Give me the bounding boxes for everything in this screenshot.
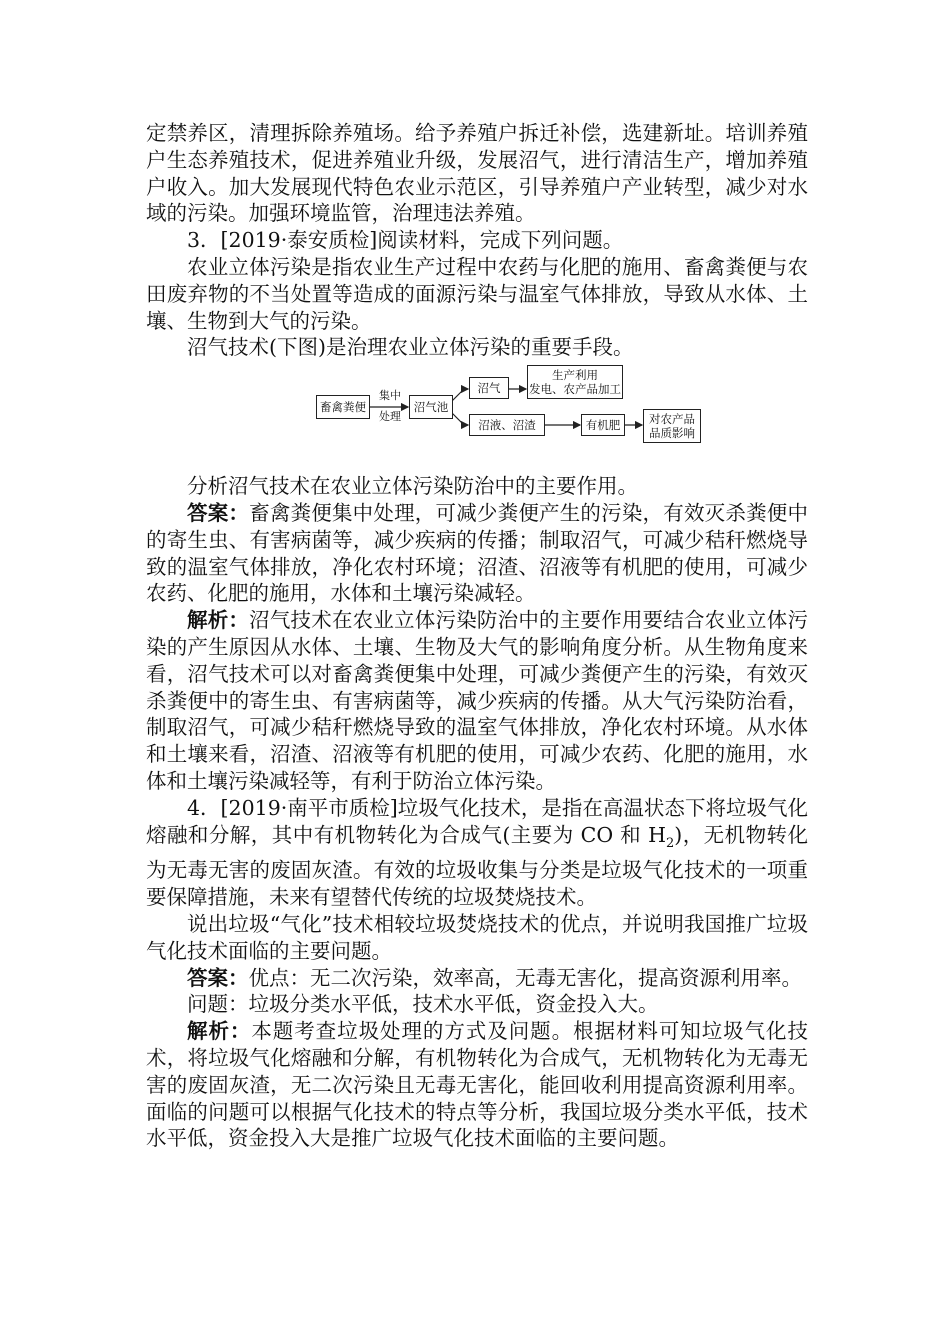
quality-effect-box [643, 409, 701, 443]
biogas-flow-diagram [146, 361, 808, 473]
answer-label: 答案： [187, 500, 250, 525]
quality-effect-line1: 对农产品 [649, 412, 695, 427]
q4-answer-2: 问题：垃圾分类水平低，技术水平低，资金投入大。 [187, 992, 659, 1017]
q4-analysis-text: 本题考查垃圾处理的方式及问题。根据材料可知垃圾气化技术，将垃圾气化熔融和分解，有机物转化为合成气，无机物转化为无毒无害的废固灰渣，无二次污染且无毒无害化，能回收利用提高资源利用率。面临的问题可以根据气化技术的特点等分析，我国垃圾分类水平低，技术水平低，资金投入大是推广垃圾气化技术面临的主要问题。 [146, 1019, 809, 1151]
q3-analysis [146, 607, 808, 795]
fertilizer-box: 有机肥 [581, 414, 625, 436]
collect-label: 集中 [379, 389, 401, 403]
quality-effect-line2: 品质影响 [649, 426, 695, 441]
q3-question: 分析沼气技术在农业立体污染防治中的主要作用。 [187, 474, 638, 499]
production-use-line1: 生产利用 [552, 368, 598, 383]
production-use-line2: 发电、农产品加工 [529, 382, 621, 397]
q3-analysis-text: 沼气技术在农业立体污染防治中的主要作用要结合农业立体污染的产生原因从水体、土壤、生物及大气的影响角度分析。从生物角度来看，沼气技术可以对畜禽粪便集中处理，可减少粪便产生的污染，有效灭杀粪便中的寄生虫、有害病菌等，减少疾病的传播。从大气污染防治看，制取沼气，可减少秸秆燃烧导致的温室气体排放，净化农村环境。从水体和土壤来看，沼渣、沼液等有机肥的使用，可减少农药、化肥的施用，水体和土壤污染减轻等，有利于防治立体污染。 [146, 608, 809, 793]
q4-title [146, 795, 808, 911]
q4-title-text: 4．[2019·南平市质检]垃圾气化技术，是指在高温状态下将垃圾气化熔融和分解，其中有机物转化为合成气(主要为 CO 和 H [146, 795, 808, 847]
q3-material-2: 沼气技术(下图)是治理农业立体污染的重要手段。 [187, 335, 634, 360]
document-page [146, 120, 808, 1152]
paragraph-continued: 定禁养区，清理拆除养殖场。给予养殖户拆迁补偿，选建新址。培训养殖户生态养殖技术，促进养殖业升级，发展沼气，进行清洁生产，增加养殖户收入。加大发展现代特色农业示范区，引导养殖户产业转型，减少对水域的污染。加强环境监管，治理违法养殖。 [146, 121, 808, 226]
manure-box: 畜禽粪便 [316, 395, 370, 419]
q4-answer-text: 优点：无二次污染，效率高，无毒无害化，提高资源利用率。 [248, 965, 802, 990]
q4-question: 说出垃圾“气化”技术相较垃圾焚烧技术的优点，并说明我国推广垃圾气化技术面临的主要问题。 [146, 912, 808, 963]
q4-title-tail: )，无机物转化为无毒无害的废固灰渣。有效的垃圾收集与分类是垃圾气化技术的一项重要保障措施，未来有望替代传统的垃圾焚烧技术。 [146, 822, 808, 910]
q4-answer [146, 965, 808, 992]
q3-title: 3．[2019·泰安质检]阅读材料，完成下列问题。 [187, 228, 624, 253]
biogas-box: 沼气 [469, 377, 509, 399]
analysis-label: 解析： [187, 608, 250, 633]
production-use-box [527, 365, 623, 399]
process-label: 处理 [379, 410, 401, 424]
digester-box: 沼气池 [409, 395, 453, 419]
q3-material-1: 农业立体污染是指农业生产过程中农药与化肥的施用、畜禽粪便与农田废弃物的不当处置等造成的面源污染与温室气体排放，导致从水体、土壤、生物到大气的污染。 [146, 254, 808, 333]
answer-label: 答案： [187, 965, 249, 990]
q4-analysis [146, 1018, 808, 1152]
q3-answer [146, 500, 808, 607]
residue-box: 沼液、沼渣 [469, 414, 545, 436]
q3-answer-text: 畜禽粪便集中处理，可减少粪便产生的污染，有效灭杀粪便中的寄生虫、有害病菌等，减少疾病的传播；制取沼气，可减少秸秆燃烧导致的温室气体排放，净化农村环境；沼渣、沼液等有机肥的使用，可减少农药、化肥的施用，水体和土壤污染减轻。 [146, 500, 809, 606]
analysis-label: 解析： [187, 1019, 252, 1044]
q4-title-subscript: 2 [665, 835, 675, 851]
